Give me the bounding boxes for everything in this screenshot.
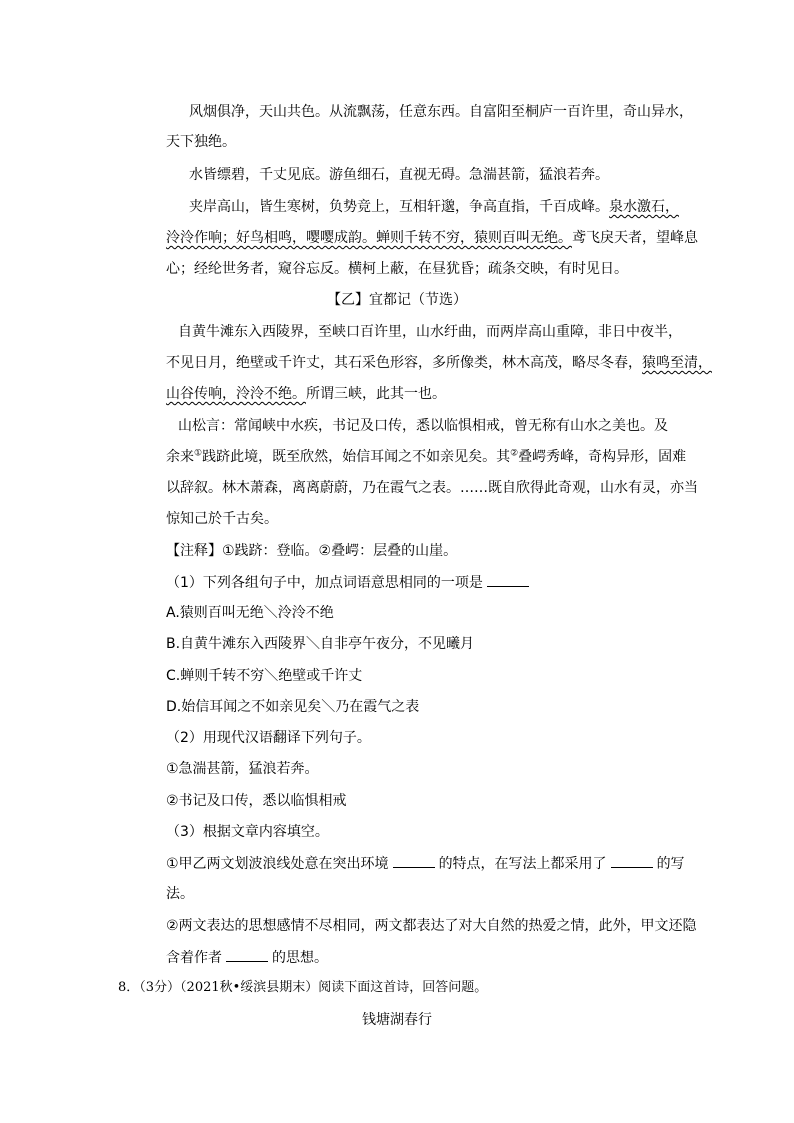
question-3-item-2: ②两文表达的思想感情不尽相同，两文都表达了对大自然的热爱之情，此外，甲文还隐 (166, 918, 697, 934)
answer-blank[interactable] (393, 853, 435, 868)
jia-p3-line2 (166, 228, 698, 248)
option-c: C.蝉则千转不穷＼绝壁或千许丈 (166, 668, 363, 684)
question-3-stem: （3）根据文章内容填空。 (166, 824, 329, 840)
question-3-item-1-cont: 法。 (166, 886, 194, 902)
yi-p2-text: 践跻此境，既至欣然，始信耳闻之不如亲见矣。其 (202, 449, 511, 465)
question-text: （1）下列各组句子中，加点词语意思相同的一项是 (166, 575, 483, 591)
wavy-underlined-text: 猿鸣至清， (642, 355, 712, 371)
yi-p1-line3 (166, 384, 446, 404)
option-d: D.始信耳闻之不如亲见矣＼乃在霞气之表 (166, 699, 420, 715)
question-2-stem: （2）用现代汉语翻译下列句子。 (166, 730, 371, 746)
yi-p1-line1: 自黄牛滩东入西陵界，至峡口百许里，山水纡曲，而两岸高山重障，非日中夜半， (178, 324, 682, 340)
jia-p3-line3: 心；经纶世务者，窥谷忘反。横柯上蔽，在昼犹昏；疏条交映，有时见日。 (166, 261, 628, 277)
jia-p3-text: 夹岸高山，皆生寒树，负势竞上，互相轩邈，争高直指，千百成峰。 (189, 199, 609, 215)
option-b: B.自黄牛滩东入西陵界＼自非亭午夜分，不见曦月 (166, 636, 475, 652)
footnote-marker: ② (510, 448, 519, 459)
answer-blank[interactable] (611, 853, 653, 868)
question-8: 8．（3分）（2021秋•绥滨县期末）阅读下面这首诗，回答问题。 (118, 980, 488, 995)
answer-blank[interactable] (226, 947, 268, 962)
jia-p1-line2: 天下独绝。 (166, 134, 236, 150)
wavy-underlined-text: 山谷传响，泠泠不绝。 (166, 386, 306, 402)
answer-blank[interactable] (487, 572, 529, 587)
yi-p1-text: 所谓三峡，此其一也。 (306, 386, 446, 402)
footnote-marker: ① (194, 448, 203, 459)
question-text: 含着作者 (166, 950, 222, 966)
option-a: A.猿则百叫无绝＼泠泠不绝 (166, 605, 334, 621)
yi-p1-text: 不见日月，绝壁或千许丈，其石采色形容，多所像类，林木高茂，略尽冬春， (166, 355, 642, 371)
question-2-item-1: ①急湍甚箭，猛浪若奔。 (166, 761, 319, 777)
yi-p2-text: 叠崿秀峰，奇构异形，固难 (518, 449, 687, 465)
question-text: 的特点，在写法上都采用了 (438, 856, 607, 872)
yi-p2-line4: 惊知己於千古矣。 (166, 511, 278, 527)
yi-title: 【乙】宜都记（节选） (327, 292, 467, 308)
jia-p3-line1 (189, 197, 679, 217)
question-1-stem (166, 572, 533, 593)
question-text: 的思想。 (272, 950, 328, 966)
question-text: 的写 (656, 856, 685, 872)
wavy-underlined-text: 泠泠作响；好鸟相鸣，嘤嘤成韵。蝉则千转不穷，猿则百叫无绝。 (166, 230, 572, 246)
question-text: ①甲乙两文划波浪线处意在突出环境 (166, 856, 389, 872)
wavy-underlined-text: 泉水激石， (609, 199, 679, 215)
yi-p1-line2 (166, 353, 712, 373)
jia-p3-text: 鸢飞戾天者，望峰息 (572, 230, 698, 246)
jia-p2: 水皆缥碧，千丈见底。游鱼细石，直视无碍。急湍甚箭，猛浪若奔。 (189, 167, 609, 183)
jia-p1-line1: 风烟俱净，天山共色。从流飘荡，任意东西。自富阳至桐庐一百许里，奇山异水， (189, 104, 693, 120)
yi-p2-line1: 山松言：常闻峡中水疾，书记及口传，悉以临惧相戒，曾无称有山水之美也。及 (178, 418, 668, 434)
notes: 【注释】①践跻：登临。②叠崿：层叠的山崖。 (166, 543, 458, 559)
poem-title: 钱塘湖春行 (362, 1012, 432, 1028)
yi-p2-text: 余来 (166, 449, 194, 465)
question-3-item-1 (166, 853, 685, 874)
yi-p2-line3: 以辞叙。林木萧森，离离蔚蔚，乃在霞气之表。……既自欣得此奇观，山水有灵，亦当 (166, 480, 698, 496)
question-3-item-2-cont (166, 947, 328, 968)
question-2-item-2: ②书记及口传，悉以临惧相戒 (166, 793, 347, 809)
yi-p2-line2 (166, 447, 686, 467)
